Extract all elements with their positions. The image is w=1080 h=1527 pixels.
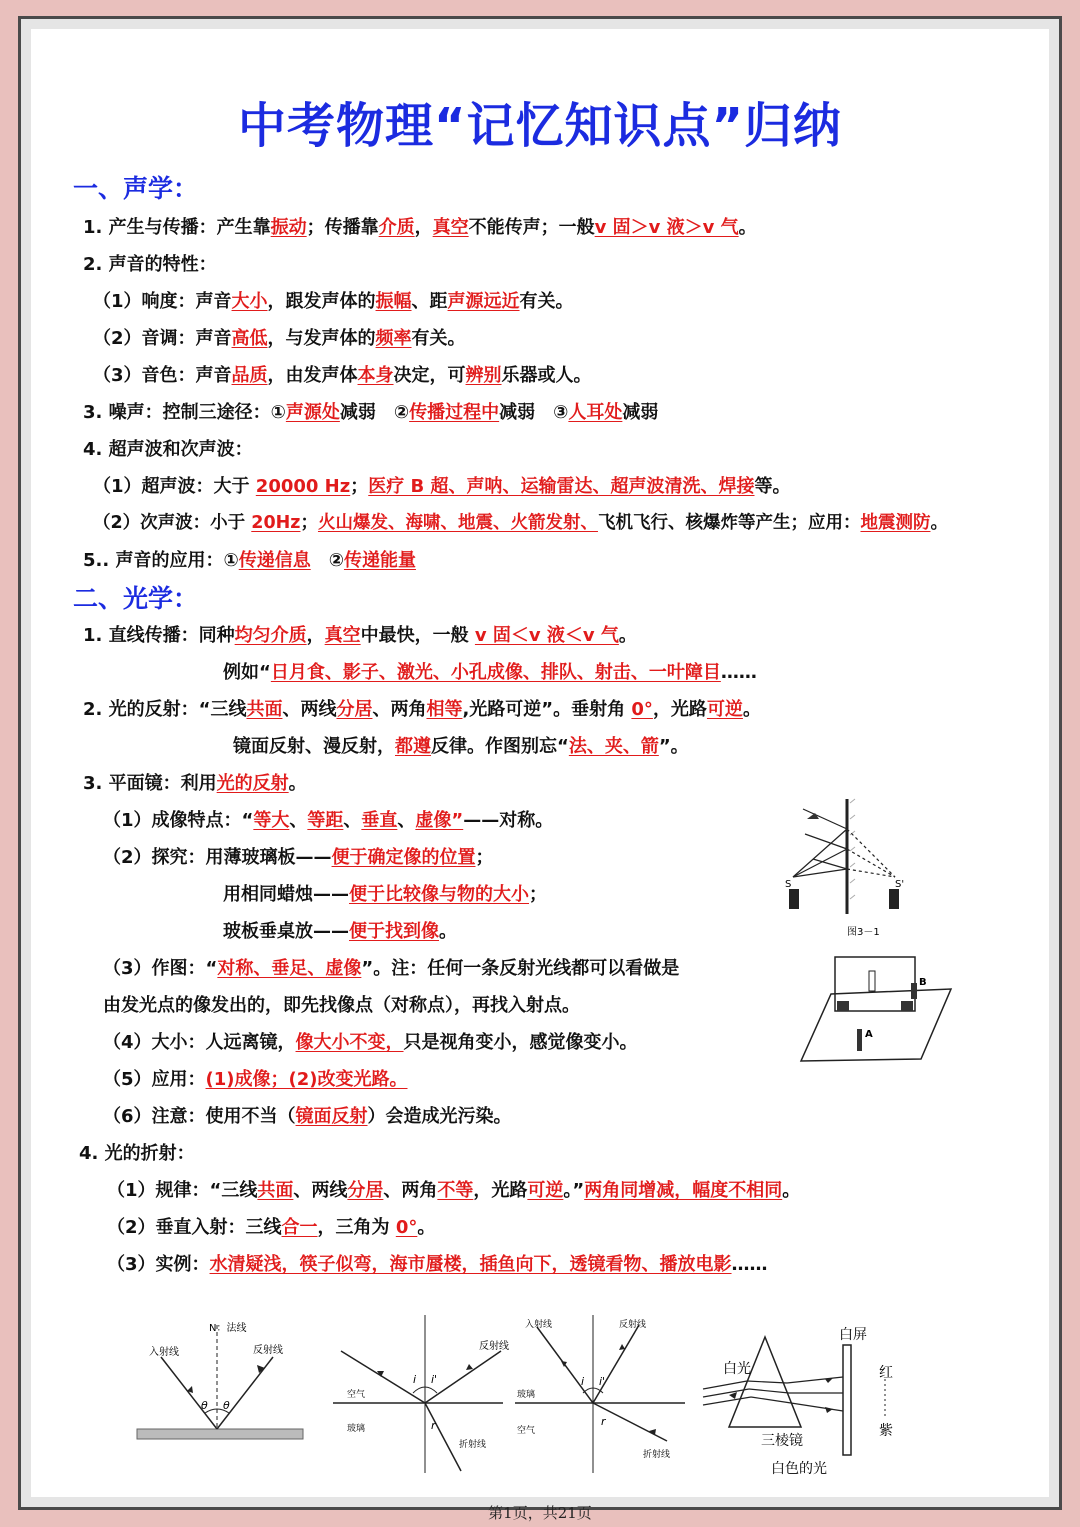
acoustics-item-4: 4. 超声波和次声波： — [83, 439, 253, 460]
reflected-ray-label: 反射线 — [253, 1345, 283, 1356]
optics-item-3-3: （3）作图：“对称、垂足、虚像”。注：任何一条反射光线都可以看做是 — [103, 958, 680, 979]
violet-label: 紫 — [879, 1423, 893, 1439]
page-title: 中考物理“记忆知识点”归纳 — [237, 98, 843, 154]
reflected-ray-label: 反射线 — [619, 1320, 647, 1330]
section-heading-optics: 二、光学： — [73, 584, 199, 613]
acoustics-item-2: 2. 声音的特性： — [83, 254, 217, 275]
optics-item-3-2c: 玻板垂桌放——便于找到像。 — [223, 921, 457, 942]
air-label: 空气 — [347, 1390, 366, 1400]
optics-item-4-1: （1）规律：“三线共面、两线分居、两角不等，光路可逆。”两角同增减，幅度不相同。 — [107, 1180, 801, 1201]
section-heading-acoustics: 一、声学： — [73, 174, 199, 203]
incident-angle-label: i — [413, 1373, 417, 1386]
optics-item-3-4: （4）大小：人远离镜，像大小不变，只是视角变小，感觉像变小。 — [103, 1032, 638, 1053]
prism-label: 三棱镜 — [761, 1433, 803, 1449]
optics-item-3-6: （6）注意：使用不当（镜面反射）会造成光污染。 — [103, 1106, 512, 1127]
candle-a-label: A — [865, 1029, 873, 1040]
incident-ray-label: 入射线 — [149, 1347, 179, 1358]
optics-item-3-5: （5）应用：(1)成像；(2)改变光路。 — [103, 1069, 408, 1090]
white-light-label: 白光 — [723, 1361, 751, 1377]
glass-label: 玻璃 — [347, 1424, 366, 1434]
red-label: 红 — [879, 1365, 893, 1381]
incident-angle-label: θ — [201, 1399, 208, 1412]
refraction-glass-air-figure — [515, 1301, 685, 1476]
prism-caption: 白色的光 — [771, 1461, 827, 1477]
acoustics-item-4-1: （1）超声波：大于 20000 Hz；医疗 B 超、声呐、运输雷达、超声波清洗、焊接等。 — [93, 476, 791, 497]
document-sheet — [31, 29, 1049, 1522]
refraction-angle-label: r — [431, 1419, 436, 1432]
prism-dispersion-figure — [695, 1307, 895, 1482]
refraction-angle-label: r — [601, 1415, 606, 1428]
acoustics-item-4-2: （2）次声波：小于 20Hz；火山爆发、海啸、地震、火箭发射、飞机飞行、核爆炸等产生；应用：地震测防。 — [93, 513, 948, 533]
optics-item-4-3: （3）实例：水清疑浅，筷子似弯，海市蜃楼，插鱼向下，透镜看物、播放电影…… — [107, 1254, 768, 1275]
page-number: 第1页，共21页 — [488, 1504, 592, 1522]
acoustics-item-3: 3. 噪声：控制三途径：①声源处减弱 ②传播过程中减弱 ③人耳处减弱 — [83, 402, 659, 423]
acoustics-item-1: 1. 产生与传播：产生靠振动；传播靠介质，真空不能传声；一般v 固＞v 液＞v 气。 — [83, 217, 757, 238]
optics-item-3-2: （2）探究：用薄玻璃板——便于确定像的位置； — [103, 847, 494, 868]
incident-ray-label: 入射线 — [525, 1320, 553, 1330]
optics-item-1-example: 例如“日月食、影子、激光、小孔成像、排队、射击、一叶障目…… — [223, 662, 757, 683]
optics-item-4-2: （2）垂直入射：三线合一，三角为 0°。 — [107, 1217, 436, 1238]
refraction-air-glass-figure — [333, 1301, 509, 1476]
image-point-label: S' — [895, 879, 905, 890]
normal-label: N：法线 — [209, 1323, 247, 1334]
reflection-angle-label: i' — [431, 1373, 438, 1386]
optics-item-3-2b: 用相同蜡烛——便于比较像与物的大小； — [223, 884, 547, 905]
glass-plate-experiment-figure — [801, 949, 951, 1064]
acoustics-item-2-1: （1）响度：声音大小，跟发声体的振幅、距声源远近有关。 — [93, 291, 574, 312]
optics-item-4: 4. 光的折射： — [79, 1143, 195, 1164]
acoustics-item-5: 5.. 声音的应用：①传递信息 ②传递能量 — [83, 550, 416, 571]
optics-item-2-note: 镜面反射、漫反射，都遵反律。作图别忘“法、夹、箭”。 — [233, 736, 689, 757]
page-frame — [18, 16, 1062, 1522]
optics-item-2: 2. 光的反射：“三线共面、两线分居、两角相等,光路可逆”。垂射角 0°，光路可逆。 — [83, 699, 761, 720]
optics-item-3-3b: 由发光点的像发出的，即先找像点（对称点），再找入射点。 — [103, 995, 580, 1016]
optics-item-1: 1. 直线传播：同种均匀介质，真空中最快，一般 v 固＜v 液＜v 气。 — [83, 625, 637, 646]
reflection-angle-label: i' — [599, 1375, 606, 1388]
white-screen-label: 白屏 — [839, 1327, 867, 1343]
acoustics-item-2-2: （2）音调：声音高低，与发声体的频率有关。 — [93, 328, 466, 349]
plane-mirror-figure — [783, 789, 933, 939]
candle-b-label: B — [919, 977, 927, 988]
glass-label: 玻璃 — [517, 1390, 536, 1400]
optics-item-3-1: （1）成像特点：“等大、等距、垂直、虚像”——对称。 — [103, 810, 554, 831]
reflection-angle-label: θ — [223, 1399, 230, 1412]
reflection-law-figure — [131, 1301, 311, 1461]
object-point-label: S — [785, 879, 792, 890]
figure-caption: 图3－1 — [847, 927, 880, 938]
reflected-ray-label: 反射线 — [479, 1341, 509, 1352]
refracted-ray-label: 折射线 — [643, 1450, 671, 1460]
optics-item-3: 3. 平面镜：利用光的反射。 — [83, 773, 307, 794]
incident-angle-label: i — [581, 1375, 585, 1388]
refracted-ray-label: 折射线 — [459, 1440, 487, 1450]
acoustics-item-2-3: （3）音色：声音品质，由发声体本身决定，可辨别乐器或人。 — [93, 365, 592, 386]
air-label: 空气 — [517, 1426, 536, 1436]
